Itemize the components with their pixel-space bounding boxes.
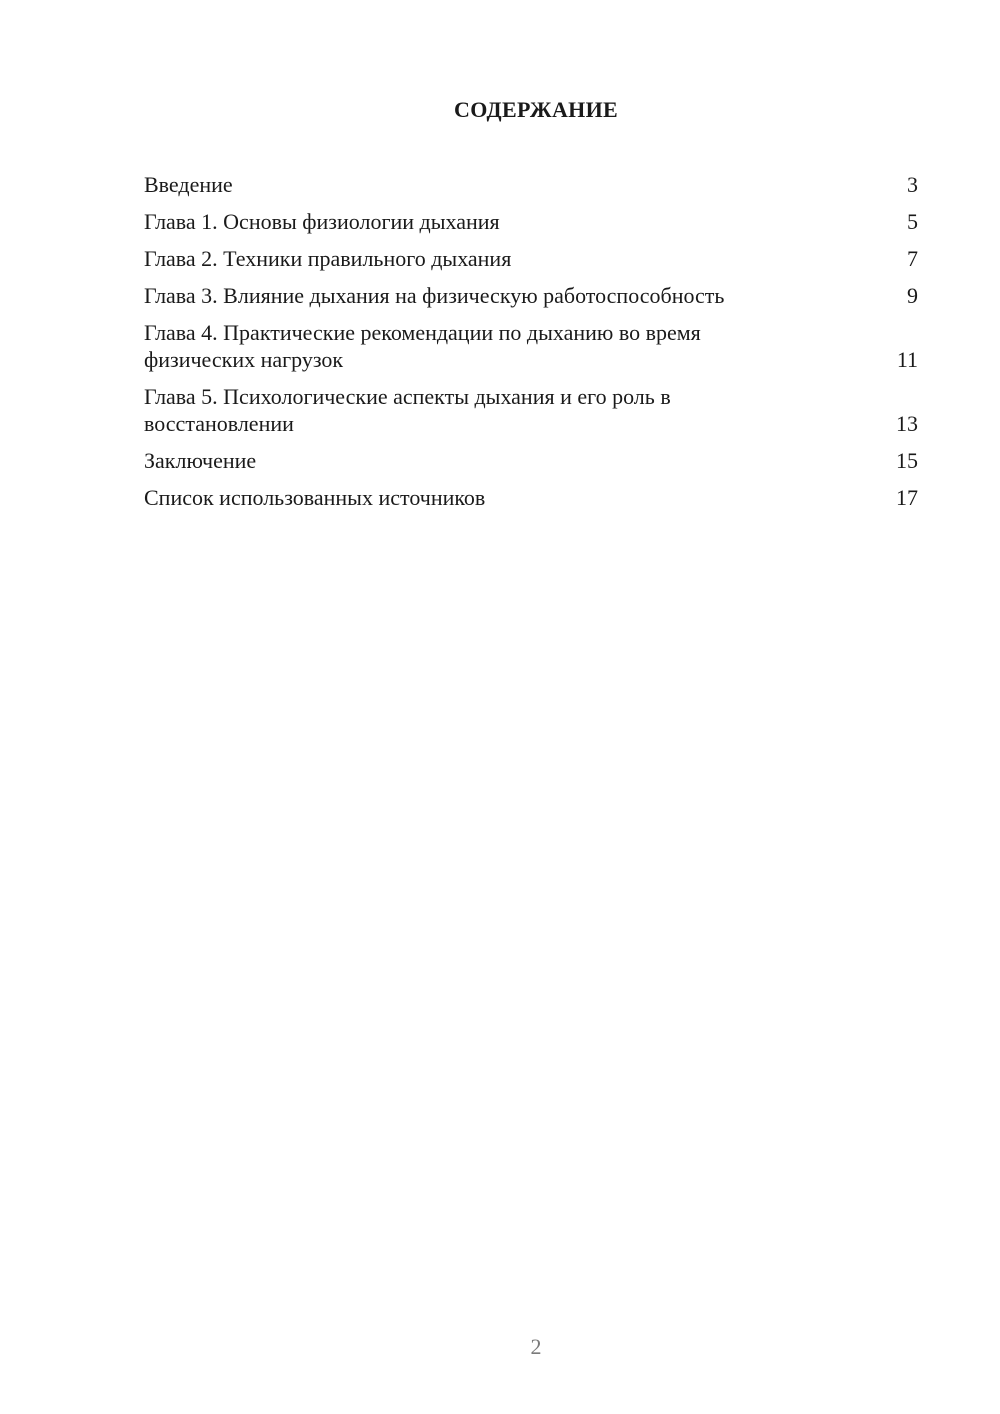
toc-entry-title: Список использованных источников bbox=[144, 485, 486, 510]
toc-entry-title: Заключение bbox=[144, 448, 257, 473]
toc-entry-title: Глава 2. Техники правильного дыхания bbox=[144, 246, 512, 271]
toc-entry-title: Глава 4. Практические рекомендации по дыханию во время физических нагрузок bbox=[144, 320, 701, 372]
toc-entry-chapter-5 bbox=[144, 383, 918, 437]
toc-entry-title: Глава 5. Психологические аспекты дыхания и его роль в восстановлении bbox=[144, 384, 671, 436]
toc-list bbox=[144, 171, 918, 521]
toc-entry-conclusion bbox=[144, 447, 918, 474]
toc-entry-chapter-1 bbox=[144, 208, 918, 235]
toc-entry-chapter-2 bbox=[144, 245, 918, 272]
toc-entry-title: Введение bbox=[144, 172, 233, 197]
toc-entry-page: 5 bbox=[907, 209, 918, 234]
toc-entry-references bbox=[144, 484, 918, 511]
toc-title: СОДЕРЖАНИЕ bbox=[454, 97, 618, 122]
toc-entry-page: 15 bbox=[896, 448, 918, 473]
toc-entry-page: 9 bbox=[907, 283, 918, 308]
toc-entry-chapter-4 bbox=[144, 319, 918, 373]
toc-entry-chapter-3 bbox=[144, 282, 918, 309]
toc-entry-page: 13 bbox=[896, 411, 918, 436]
page-number: 2 bbox=[530, 1334, 542, 1359]
toc-entry-page: 17 bbox=[896, 485, 918, 510]
toc-entry-page: 11 bbox=[896, 347, 918, 372]
toc-entry-page: 7 bbox=[907, 246, 918, 271]
toc-entry-title: Глава 3. Влияние дыхания на физическую работоспособность bbox=[144, 283, 725, 308]
toc-entry-introduction bbox=[144, 171, 918, 198]
toc-entry-page: 3 bbox=[907, 172, 918, 197]
toc-entry-title: Глава 1. Основы физиологии дыхания bbox=[144, 209, 500, 234]
